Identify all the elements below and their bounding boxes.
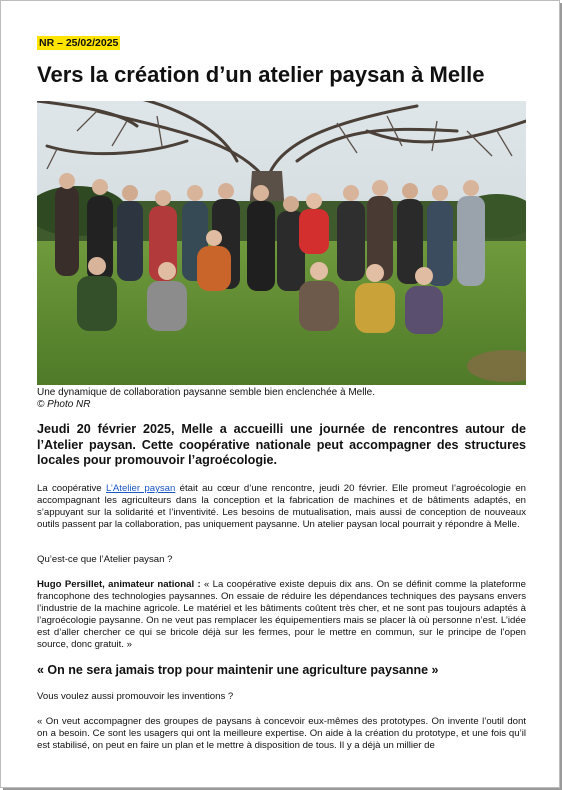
atelier-paysan-link[interactable]: L’Atelier paysan <box>105 483 176 494</box>
paragraph-answer-1 <box>37 579 526 650</box>
p1-after: était au cœur d’une rencontre, jeudi 20 février. Elle promeut l’agroécologie en accompagnant les agriculteurs dans la conception et la fabrication de machines et de bâtiments adaptés, en s’appuyant sur la solidarité et l’inventivité. Les besoins de mutualisation, mais aussi de conception de nouveaux outils passent par la collaboration, pas uniquement paysanne. Un atelier paysan local pourrait y répondre à Melle. <box>37 483 526 530</box>
article-title: Vers la création d’un atelier paysan à Melle <box>37 62 485 87</box>
question-2: Vous voulez aussi promouvoir les inventions ? <box>37 691 234 702</box>
photo-caption <box>37 387 526 411</box>
answer-1-text: « La coopérative existe depuis dix ans. On se définit comme la plateforme francophone des technologies paysannes. On essaie de réduire les dépendances techniques des paysans envers l’industrie de la machine agricole. Le matériel et les bâtiments coûtent très cher, et ne sont pas toujours adaptés à l’agroécologie paysanne. On ne veut pas remplacer les équipementiers mais se placer là où personne n’est. L’idée est d’aller chercher ce qui se bricole déjà sur les fermes, pour le mettre en commun, sur le principe de l’open source, donc gratuit. » <box>37 579 526 650</box>
pull-quote-subhead: « On ne sera jamais trop pour maintenir une agriculture paysanne » <box>37 663 439 677</box>
group-photo-illustration <box>37 101 526 385</box>
photo-credit: © Photo NR <box>37 399 91 410</box>
source-date-badge: NR – 25/02/2025 <box>39 37 119 49</box>
paragraph-answer-2: « On veut accompagner des groupes de paysans à concevoir eux-mêmes des prototypes. On invente l’outil dont on a besoin. Ce sont les usagers qui ont la meilleure expertise. On aide à la création du prototype, et une fois qu’il est stabilisé, on peut en faire un plan et le mettre à disposition de tous. Il y a déjà un millier de <box>37 716 526 751</box>
paragraph-intro <box>37 483 526 531</box>
p1-before: La coopérative <box>37 483 106 494</box>
article-lead: Jeudi 20 février 2025, Melle a accueilli une journée de rencontres autour de l’Atelier paysan. Cette coopérative nationale peut accompagner des structures locales pour promouvoir l’agroécologie. <box>37 422 526 467</box>
speaker-name: Hugo Persillet, animateur national : <box>37 579 201 590</box>
caption-text: Une dynamique de collaboration paysanne semble bien enclenchée à Melle. <box>37 387 375 398</box>
article-photo <box>37 101 526 385</box>
question-1: Qu’est-ce que l’Atelier paysan ? <box>37 554 173 565</box>
